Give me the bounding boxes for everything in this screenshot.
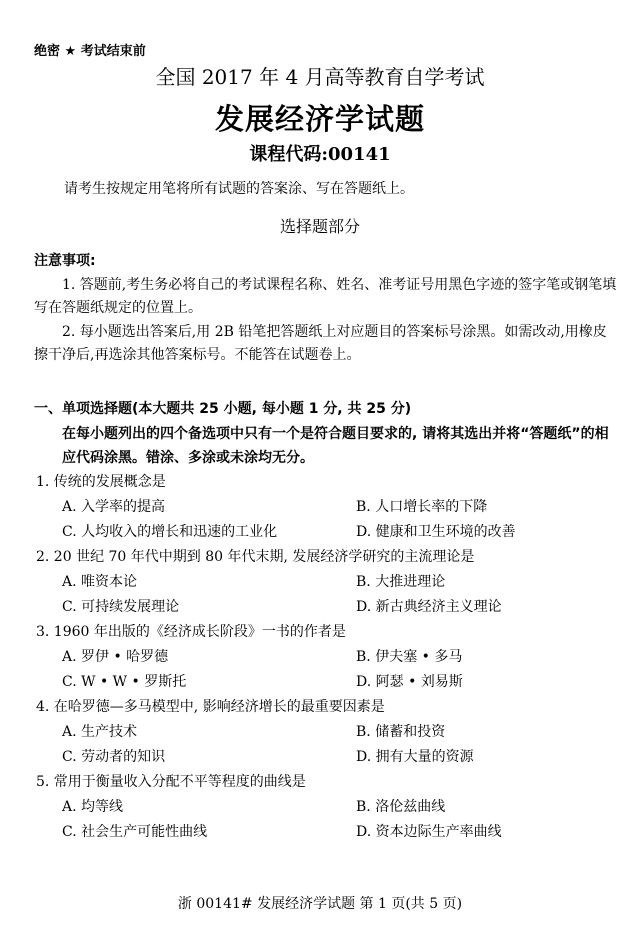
option-b: B. 洛伦兹曲线 xyxy=(356,799,446,815)
option-b: B. 伊夫塞 • 多马 xyxy=(356,649,463,665)
section-title: 选择题部分 xyxy=(279,217,360,236)
question-stem: 4. 在哈罗德—多马模型中, 影响经济增长的最重要因素是 xyxy=(36,699,385,715)
page-footer: 浙 00141# 发展经济学试题 第 1 页(共 5 页) xyxy=(177,896,463,912)
option-b: B. 人口增长率的下降 xyxy=(356,499,488,515)
subject-title: 发展经济学试题 xyxy=(214,102,425,136)
option-c: C. 可持续发展理论 xyxy=(62,599,180,615)
option-a: A. 生产技术 xyxy=(62,724,138,740)
question-stem: 5. 常用于衡量收入分配不平等程度的曲线是 xyxy=(36,774,306,790)
exam-title: 全国 2017 年 4 月高等教育自学考试 xyxy=(155,65,485,89)
note-item: 1. 答题前,考生务必将自己的考试课程名称、姓名、准考证号用黑色字迹的签字笔或钢笔填写在答题纸规定的位置上。 xyxy=(34,277,617,316)
option-c: C. 社会生产可能性曲线 xyxy=(62,824,208,840)
option-a: A. 入学率的提高 xyxy=(62,499,166,515)
course-code: 课程代码:00141 xyxy=(249,144,391,165)
option-c: C. W • W • 罗斯托 xyxy=(62,674,187,690)
option-d: D. 新古典经济主义理论 xyxy=(356,599,502,615)
notes-heading: 注意事项: xyxy=(34,253,96,269)
option-d: D. 拥有大量的资源 xyxy=(356,749,474,765)
option-a: A. 唯资本论 xyxy=(62,574,138,590)
option-b: B. 储蓄和投资 xyxy=(356,724,446,740)
option-c: C. 人均收入的增长和迅速的工业化 xyxy=(62,524,278,540)
answer-instruction: 请考生按规定用笔将所有试题的答案涂、写在答题纸上。 xyxy=(64,181,414,197)
option-d: D. 资本边际生产率曲线 xyxy=(356,824,502,840)
question-stem: 1. 传统的发展概念是 xyxy=(36,474,166,490)
secret-label: 绝密 ★ 考试结束前 xyxy=(34,44,146,59)
option-a: A. 罗伊 • 哈罗德 xyxy=(62,649,169,665)
option-d: D. 健康和卫生环境的改善 xyxy=(356,524,516,540)
option-c: C. 劳动者的知识 xyxy=(62,749,166,765)
question-stem: 3. 1960 年出版的《经济成长阶段》一书的作者是 xyxy=(36,624,346,640)
part-instruction: 在每小题列出的四个备选项中只有一个是符合题目要求的, 请将其选出并将“答题纸”的相应代码涂黑。错涂、多涂或未涂均无分。 xyxy=(62,426,609,466)
option-d: D. 阿瑟 • 刘易斯 xyxy=(356,674,463,690)
option-b: B. 大推进理论 xyxy=(356,574,446,590)
question-stem: 2. 20 世纪 70 年代中期到 80 年代末期, 发展经济学研究的主流理论是 xyxy=(36,549,475,565)
option-a: A. 均等线 xyxy=(62,799,124,815)
note-item: 2. 每小题选出答案后,用 2B 铅笔把答题纸上对应题目的答案标号涂黑。如需改动,用橡皮擦干净后,再选涂其他答案标号。不能答在试题卷上。 xyxy=(34,324,607,363)
part-heading: 一、单项选择题(本大题共 25 小题, 每小题 1 分, 共 25 分) xyxy=(34,401,412,417)
